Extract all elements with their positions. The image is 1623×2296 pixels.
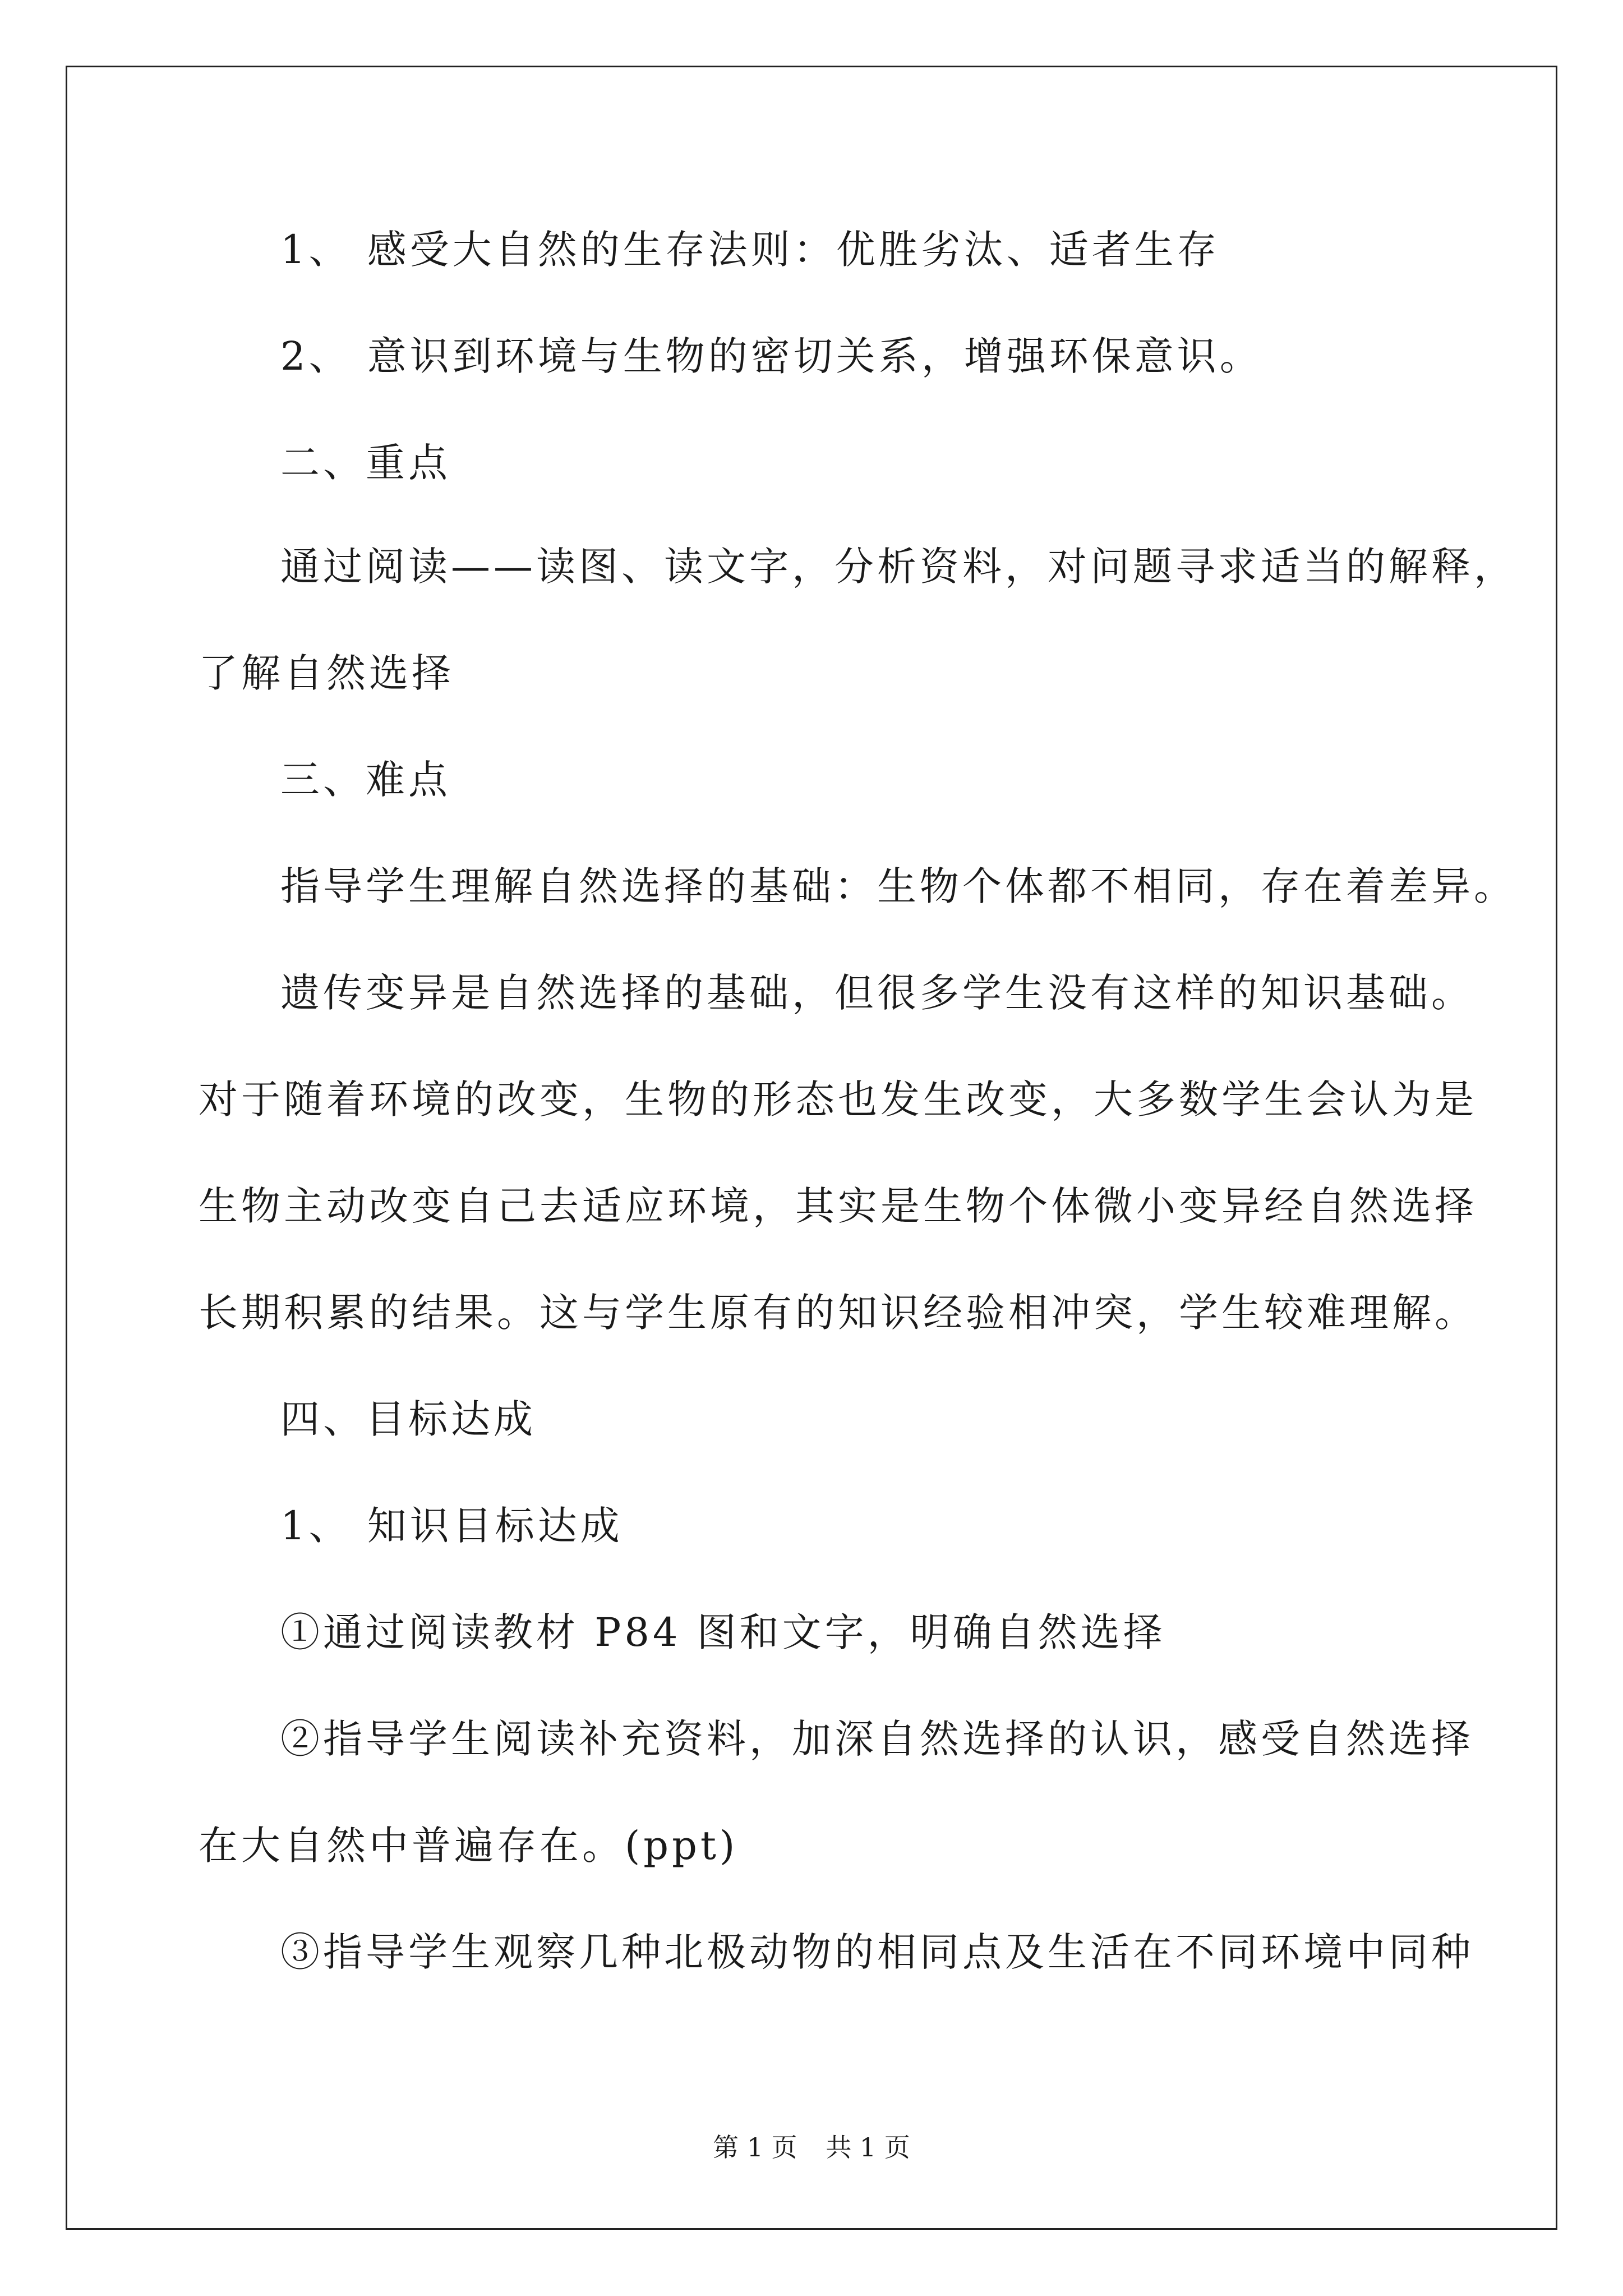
- page-number: 第 1 页: [713, 2132, 797, 2162]
- text-line-17: ③指导学生观察几种北极动物的相同点及生活在不同环境中同种: [280, 1929, 1474, 1975]
- text-line-16: 在大自然中普遍存在。(ppt): [199, 1823, 739, 1869]
- text-line-7: 指导学生理解自然选择的基础：生物个体都不相同，存在着差异。: [280, 863, 1516, 909]
- page-total: 共 1 页: [826, 2132, 910, 2162]
- text-line-2: 2、 意识到环境与生物的密切关系，增强环保意识。: [280, 333, 1262, 379]
- section-heading-goals: 四、目标达成: [280, 1396, 536, 1442]
- text-line-15: ②指导学生阅读补充资料，加深自然选择的认识，感受自然选择: [280, 1716, 1474, 1762]
- text-line-9: 对于随着环境的改变，生物的形态也发生改变，大多数学生会认为是: [199, 1076, 1477, 1122]
- text-line-1: 1、 感受大自然的生存法则：优胜劣汰、适者生存: [280, 227, 1220, 273]
- section-heading-difficulties: 三、难点: [280, 757, 451, 803]
- text-line-11: 长期积累的结果。这与学生原有的知识经验相冲突，学生较难理解。: [199, 1290, 1477, 1336]
- text-line-14: ①通过阅读教材 P84 图和文字，明确自然选择: [280, 1609, 1166, 1655]
- page-border: [66, 66, 1557, 2230]
- text-line-13: 1、 知识目标达成: [280, 1503, 623, 1549]
- section-heading-key-points: 二、重点: [280, 440, 451, 486]
- text-line-8: 遗传变异是自然选择的基础，但很多学生没有这样的知识基础。: [280, 970, 1474, 1016]
- text-line-4: 通过阅读——读图、读文字，分析资料，对问题寻求适当的解释，: [280, 544, 1516, 590]
- text-line-5: 了解自然选择: [199, 650, 454, 696]
- page-footer: [0, 2134, 1623, 2160]
- text-line-10: 生物主动改变自己去适应环境，其实是生物个体微小变异经自然选择: [199, 1183, 1477, 1229]
